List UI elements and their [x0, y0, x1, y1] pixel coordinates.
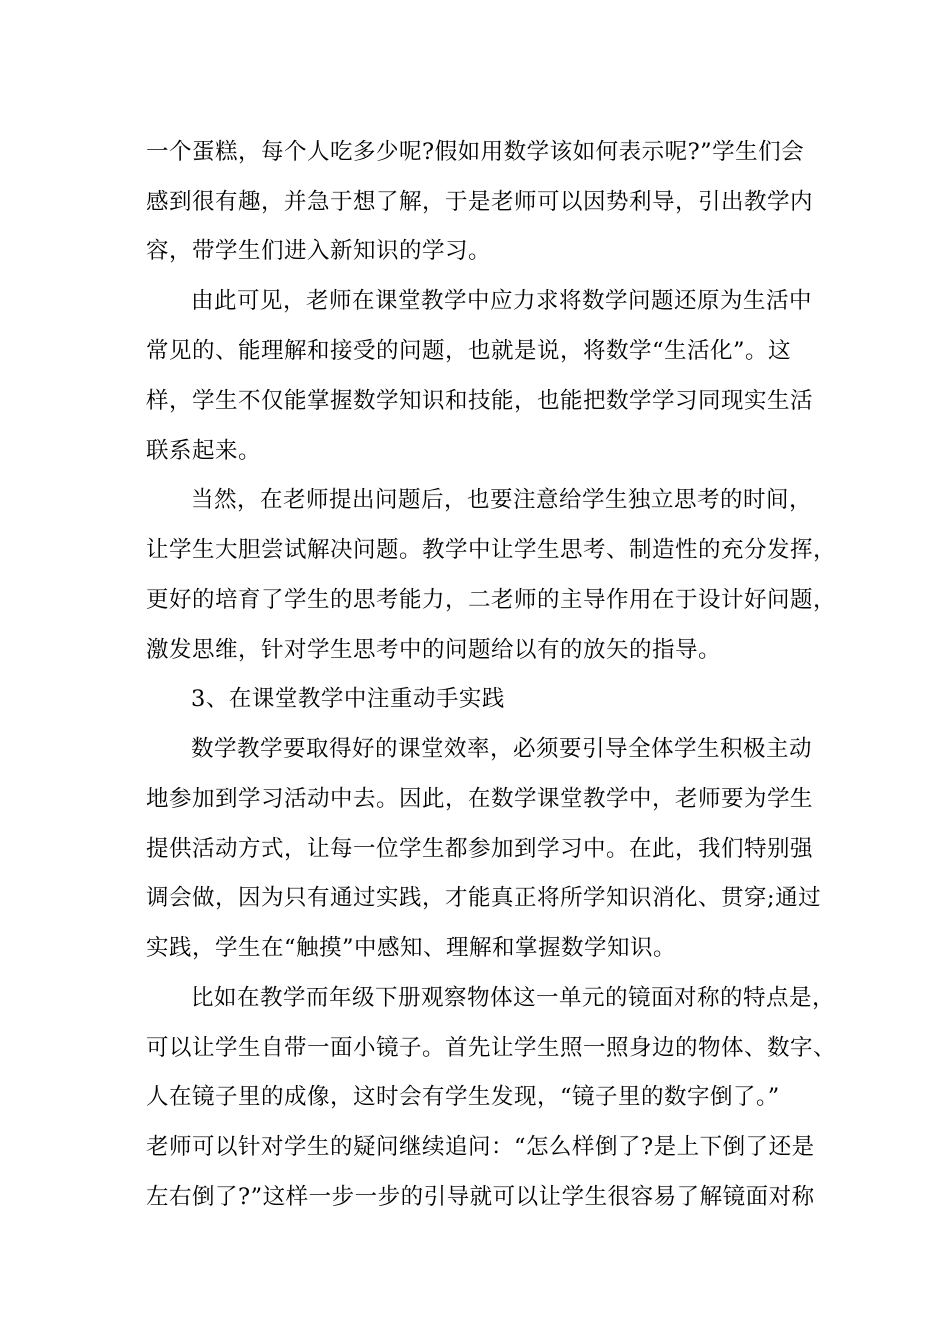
text-line: 调会做，因为只有通过实践，才能真正将所学知识消化、贯穿;通过: [146, 885, 822, 911]
text-line: 更好的培育了学生的思考能力，二老师的主导作用在于设计好问题，: [146, 587, 837, 613]
text-line: 可以让学生自带一面小镜子。首先让学生照一照身边的物体、数字、: [146, 1035, 837, 1061]
text-line: 实践，学生在“触摸”中感知、理解和掌握数学知识。: [146, 935, 677, 961]
text-line: 地参加到学习活动中去。因此，在数学课堂教学中，老师要为学生: [146, 786, 814, 812]
text-line: 容，带学生们进入新知识的学习。: [146, 238, 492, 264]
text-line: 常见的、能理解和接受的问题，也就是说，将数学“生活化”。这: [146, 338, 792, 364]
paragraph-first-line: 由此可见，老师在课堂教学中应力求将数学问题还原为生活中: [191, 288, 813, 314]
paragraph-first-line: 数学教学要取得好的课堂效率，必须要引导全体学生积极主动: [191, 736, 813, 762]
paragraph-first-line: 当然，在老师提出问题后，也要注意给学生独立思考的时间，: [191, 487, 813, 513]
text-line: 老师可以针对学生的疑问继续追问：“怎么样倒了?是上下倒了还是: [146, 1134, 815, 1160]
text-line: 一个蛋糕，每个人吃多少呢?假如用数学该如何表示呢?”学生们会: [146, 139, 805, 165]
text-line: 联系起来。: [146, 438, 262, 464]
text-line: 激发思维，针对学生思考中的问题给以有的放矢的指导。: [146, 637, 722, 663]
text-line: 左右倒了?”这样一步一步的引导就可以让学生很容易了解镜面对称: [146, 1184, 815, 1210]
text-line: 让学生大胆尝试解决问题。教学中让学生思考、制造性的充分发挥，: [146, 537, 837, 563]
section-heading: 3、在课堂教学中注重动手实践: [191, 686, 505, 712]
text-line: 人在镜子里的成像，这时会有学生发现，“镜子里的数字倒了。”: [146, 1084, 780, 1110]
text-line: 样，学生不仅能掌握数学知识和技能，也能把数学学习同现实生活: [146, 388, 814, 414]
text-line: 感到很有趣，并急于想了解，于是老师可以因势利导，引出教学内: [146, 189, 814, 215]
text-line: 提供活动方式，让每一位学生都参加到学习中。在此，我们特别强: [146, 836, 814, 862]
paragraph-first-line: 比如在教学而年级下册观察物体这一单元的镜面对称的特点是，: [191, 985, 836, 1011]
